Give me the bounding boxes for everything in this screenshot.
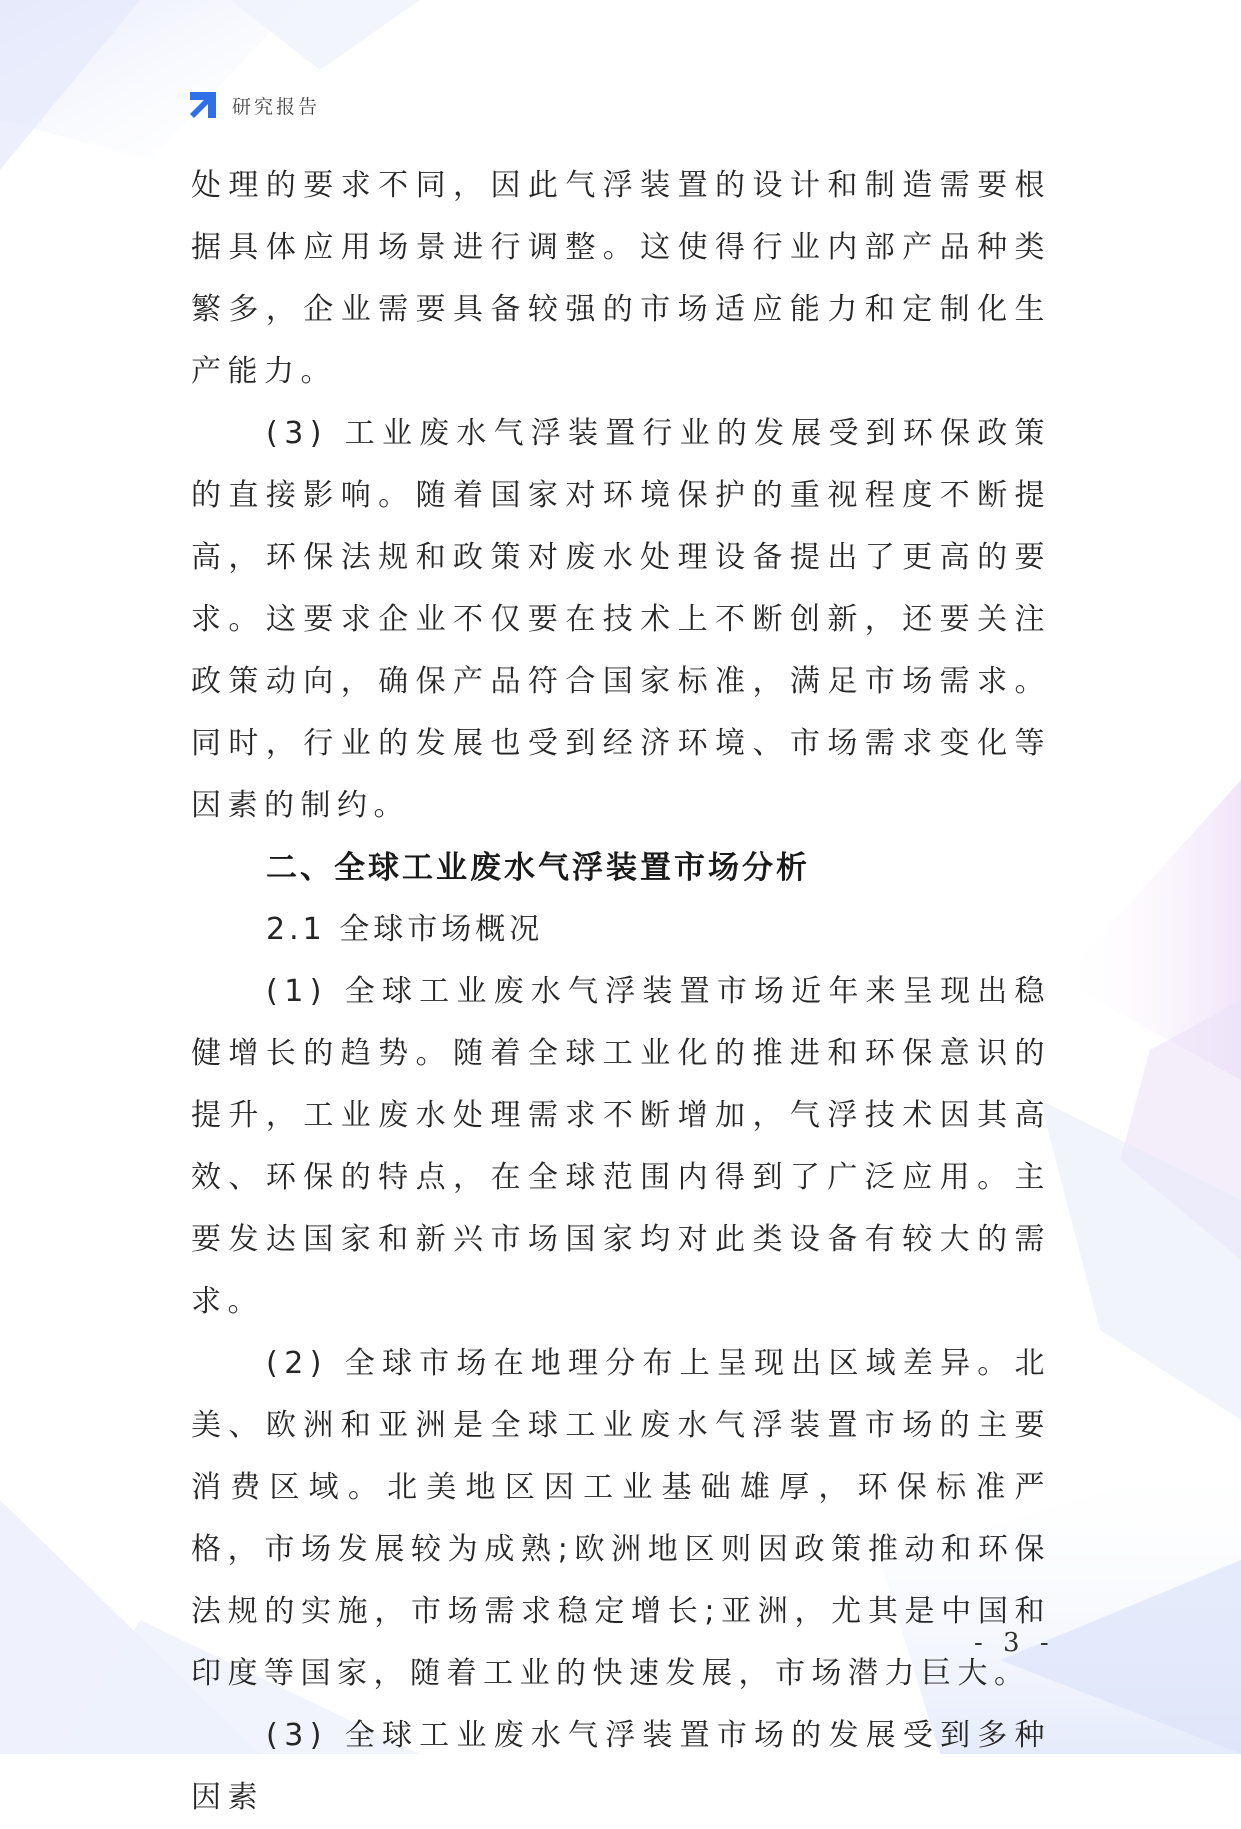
paragraph-4: (2) 全球市场在地理分布上呈现出区域差异。北美、欧洲和亚洲是全球工业废水气浮装置市场的主要消费区域。北美地区因工业基础雄厚，环保标准严格，市场发展较为成熟;欧洲地区则因政策推动和环保法规的实施，市场需求稳定增长;亚洲，尤其是中国和印度等国家，随着工业的快速发展，市场潜力巨大。 <box>191 1346 1051 1691</box>
page-number: - 3 - <box>974 1628 1055 1658</box>
header-title: 研究报告 <box>232 95 321 118</box>
paragraph-2: (3) 工业废水气浮装置行业的发展受到环保政策的直接影响。随着国家对环境保护的重视程度不断提高，环保法规和政策对废水处理设备提出了更高的要求。这要求企业不仅要在技术上不断创新，还要关注政策动向，确保产品符合国家标准，满足市场需求。同时，行业的发展也受到经济环境、市场需求变化等因素的制约。 <box>191 416 1051 823</box>
section-heading: 二、全球工业废水气浮装置市场分析 <box>266 850 810 886</box>
report-header <box>186 88 320 122</box>
paragraph-5: (3) 全球工业废水气浮装置市场的发展受到多种因素 <box>191 1718 1051 1815</box>
subsection-heading: 2.1 全球市场概况 <box>266 912 544 947</box>
paragraph-3: (1) 全球工业废水气浮装置市场近年来呈现出稳健增长的趋势。随着全球工业化的推进和环保意识的提升，工业废水处理需求不断增加，气浮技术因其高效、环保的特点，在全球范围内得到了广泛应用。主要发达国家和新兴市场国家均对此类设备有较大的需求。 <box>191 974 1051 1319</box>
paragraph-1: 处理的要求不同，因此气浮装置的设计和制造需要根据具体应用场景进行调整。这使得行业内部产品种类繁多，企业需要具备较强的市场适应能力和定制化生产能力。 <box>191 168 1051 389</box>
document-body <box>191 155 1051 1829</box>
arrow-up-right-icon <box>186 88 220 122</box>
